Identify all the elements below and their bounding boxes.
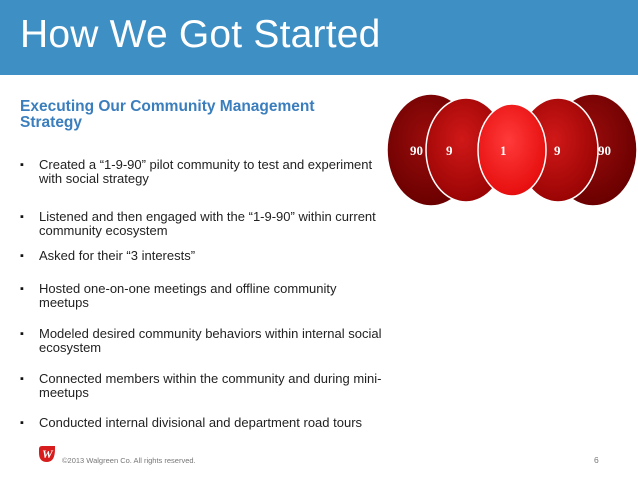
venn-label: 90: [410, 143, 423, 158]
bullet-text: Connected members within the community and during mini-meetups: [39, 371, 382, 400]
slide-title: How We Got Started: [20, 13, 381, 56]
bullet-text: Conducted internal divisional and department road tours: [39, 415, 363, 430]
slide-subtitle: Executing Our Community Management Strategy: [20, 98, 315, 131]
copyright-footer: ©2013 Walgreen Co. All rights reserved.: [62, 456, 196, 465]
logo-letter: W: [42, 447, 53, 461]
bullet-text: Created a “1-9-90” pilot community to test and experiment with social strategy: [39, 157, 373, 186]
venn-label: 1: [500, 143, 507, 158]
center-circle: [478, 104, 546, 196]
bullet-marker: ▪: [20, 159, 24, 171]
venn-label: 9: [446, 143, 453, 158]
venn-1-9-90-diagram: [386, 80, 638, 220]
bullet-marker: ▪: [20, 328, 24, 340]
page-number: 6: [594, 455, 599, 465]
bullet-text: Asked for their “3 interests”: [39, 248, 196, 263]
bullet-text: Modeled desired community behaviors within internal social ecosystem: [39, 326, 382, 355]
bullet-text: Hosted one-on-one meetings and offline community meetups: [39, 281, 337, 310]
bullet-marker: ▪: [20, 211, 24, 223]
venn-label: 90: [598, 143, 611, 158]
bullet-marker: ▪: [20, 283, 24, 295]
bullet-marker: ▪: [20, 250, 24, 262]
bullet-marker: ▪: [20, 417, 24, 429]
title-bar: [0, 0, 638, 75]
bullet-text: Listened and then engaged with the “1-9-90” within current community ecosystem: [39, 209, 376, 238]
walgreens-logo-icon: [36, 443, 58, 465]
bullet-marker: ▪: [20, 373, 24, 385]
venn-label: 9: [554, 143, 561, 158]
